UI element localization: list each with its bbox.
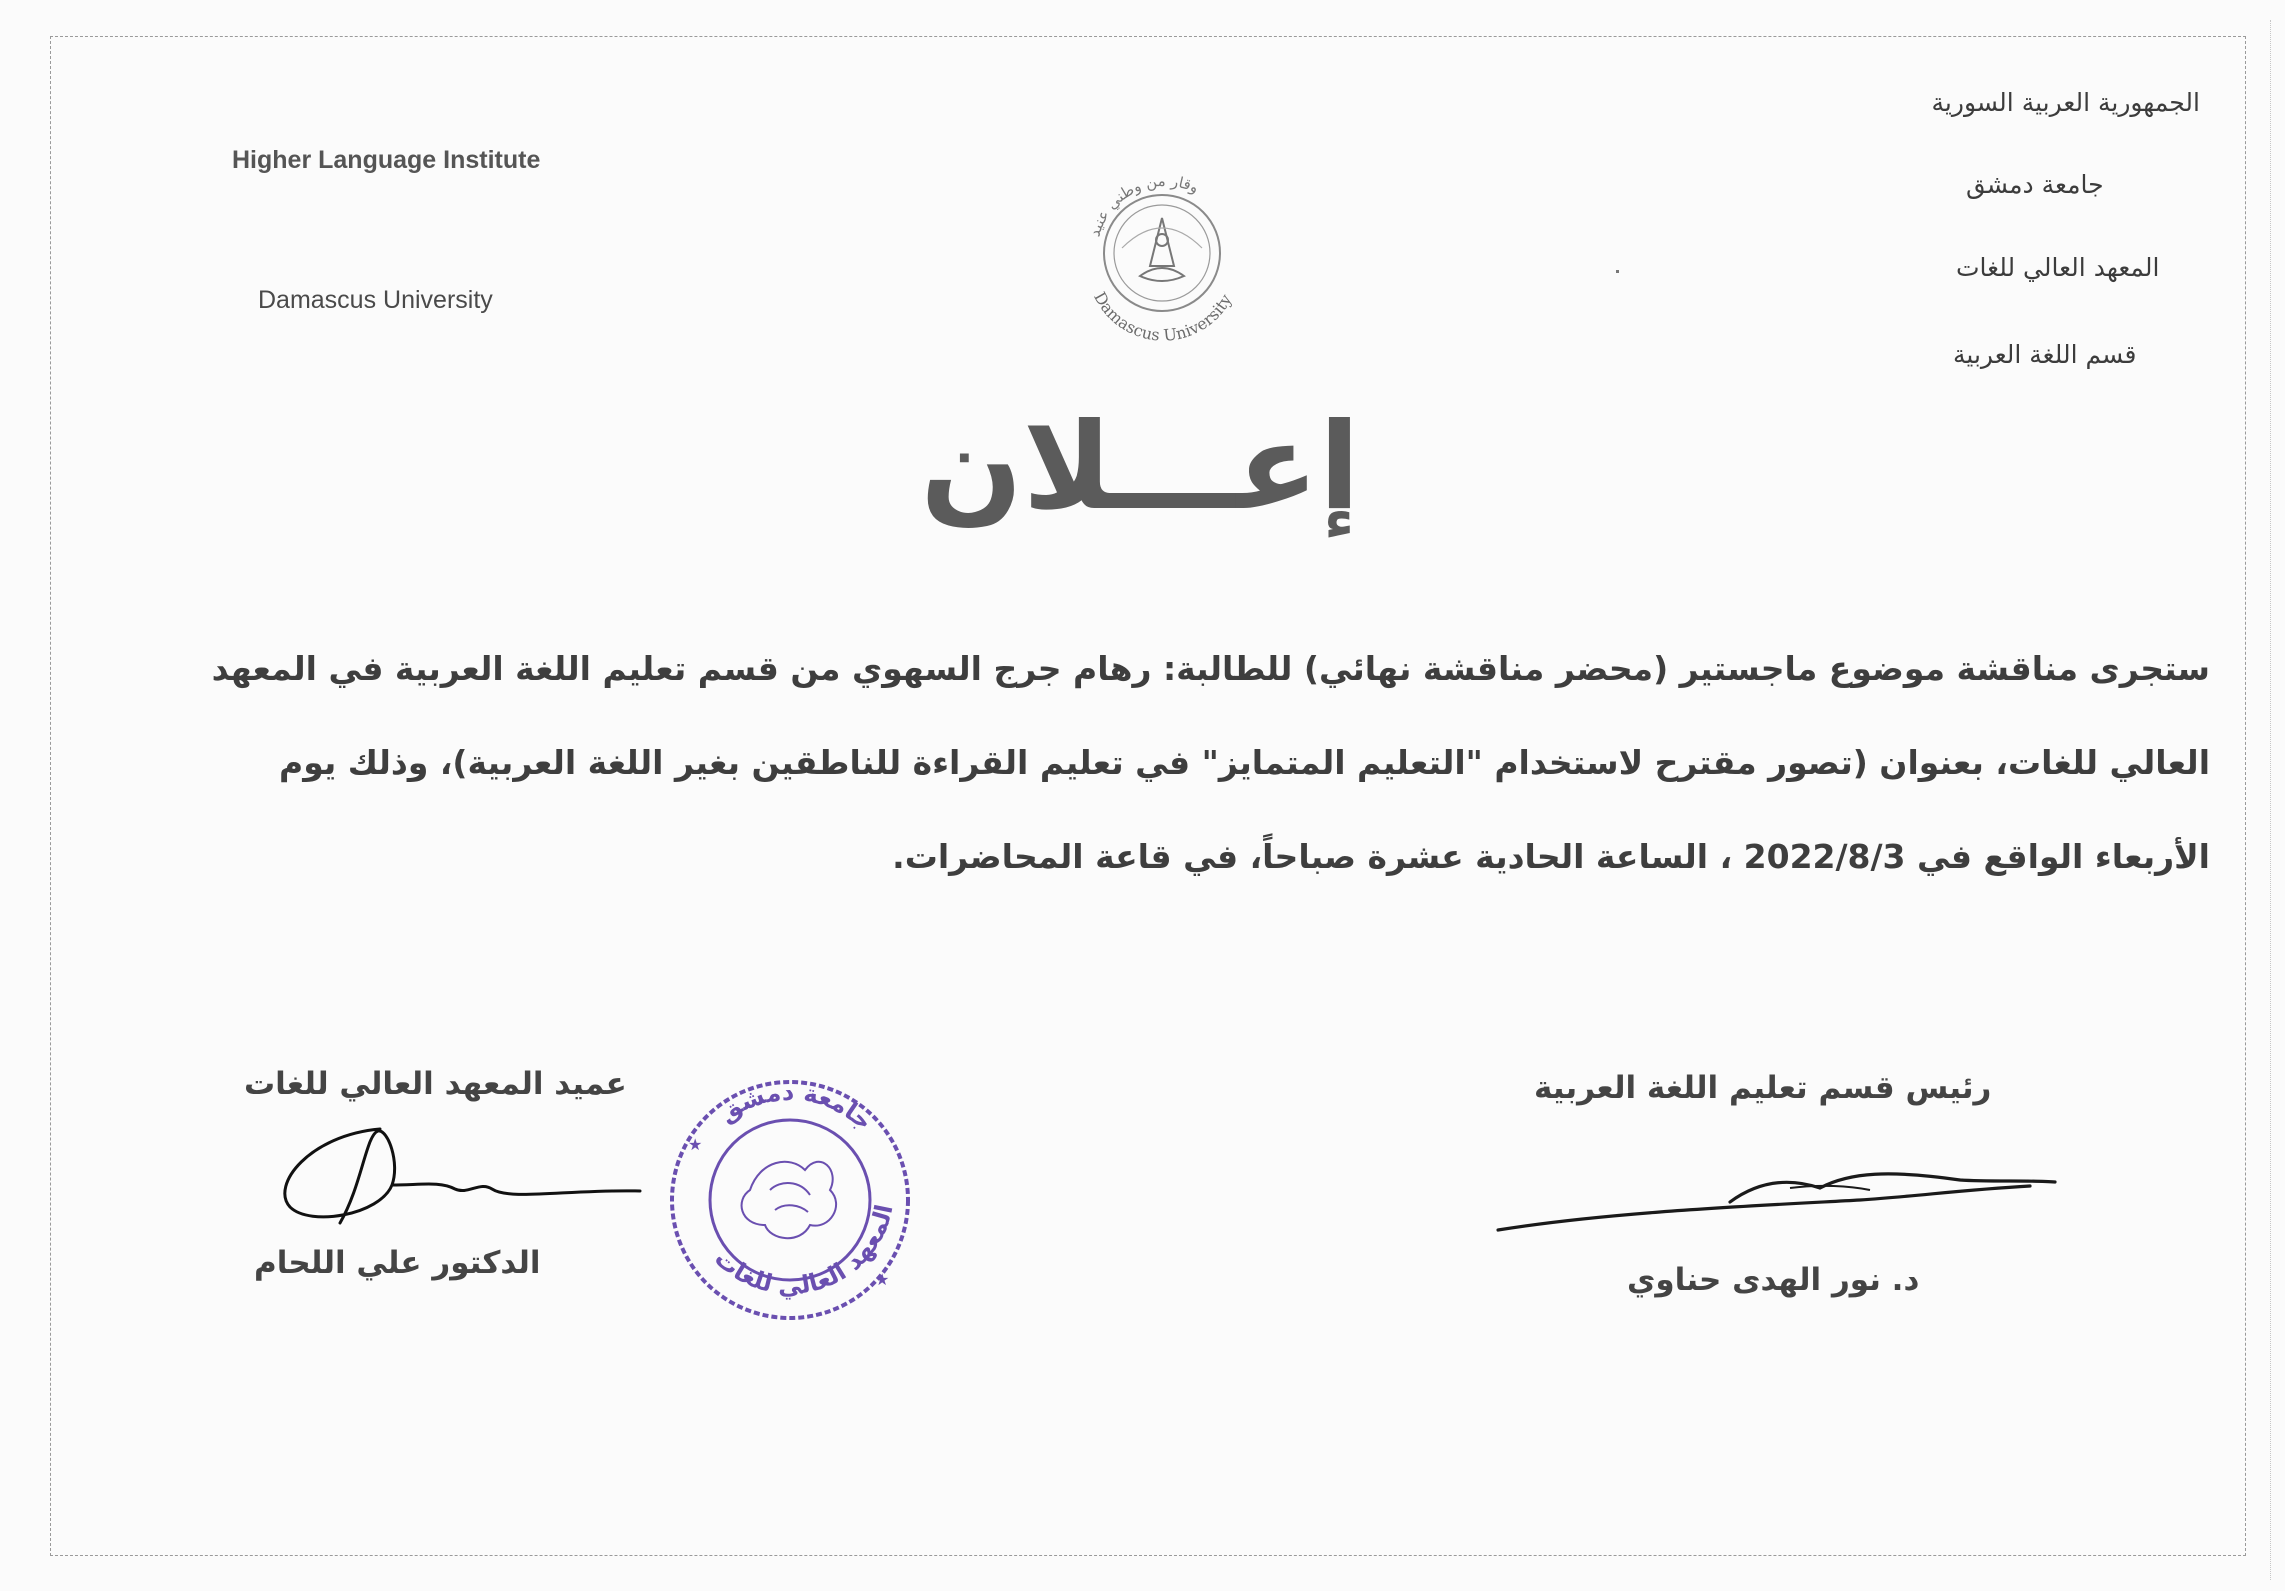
stamp-top-text: جامعة دمشق <box>713 1077 879 1136</box>
header-department-arabic: قسم اللغة العربية <box>1953 340 2137 369</box>
university-logo <box>1062 148 1262 348</box>
header-republic-arabic: الجمهورية العربية السورية <box>1931 88 2200 117</box>
stamp-bottom-text: المعهد العالي للغات <box>709 1202 899 1300</box>
page-title: إعـــلان <box>920 398 1360 537</box>
dean-name: الدكتور علي اللحام <box>254 1245 541 1281</box>
logo-arabic-text: وقار من وطني عنيد <box>1085 171 1202 239</box>
header-university-arabic: جامعة دمشق <box>1966 170 2104 199</box>
body-line-2: العالي للغات، بعنوان (تصور مقترح لاستخدام "التعليم المتمايز" في تعليم القراءة للناطقين بغير اللغة العربية)، وذلك يوم <box>279 743 2210 782</box>
header-university-english: Damascus University <box>258 286 493 314</box>
stamp-star-left: ★ <box>688 1135 703 1154</box>
stamp-star-right: ★ <box>875 1270 890 1289</box>
department-head-signature <box>1490 1160 2060 1250</box>
page-edge-line <box>2270 20 2271 1580</box>
dean-signature <box>270 1115 650 1235</box>
stray-dot <box>1616 270 1619 273</box>
body-line-3: الأربعاء الواقع في 2022/8/3 ، الساعة الحادية عشرة صباحاً، في قاعة المحاضرات. <box>892 837 2210 876</box>
dean-title: عميد المعهد العالي للغات <box>244 1066 627 1102</box>
department-head-title: رئيس قسم تعليم اللغة العربية <box>1534 1070 1992 1106</box>
announcement-body <box>80 622 2210 904</box>
institute-stamp <box>640 1040 940 1340</box>
logo-english-text: Damascus University <box>1090 288 1236 345</box>
body-line-1: ستجرى مناقشة موضوع ماجستير (محضر مناقشة نهائي) للطالبة: رهام جرج السهوي من قسم تعليم اللغة العربية في المعهد <box>211 649 2210 688</box>
department-head-name: د. نور الهدى حناوي <box>1627 1262 1920 1298</box>
stamp-emblem <box>742 1162 837 1238</box>
header-institute-arabic: المعهد العالي للغات <box>1956 253 2160 282</box>
header-institute-english: Higher Language Institute <box>232 146 541 174</box>
